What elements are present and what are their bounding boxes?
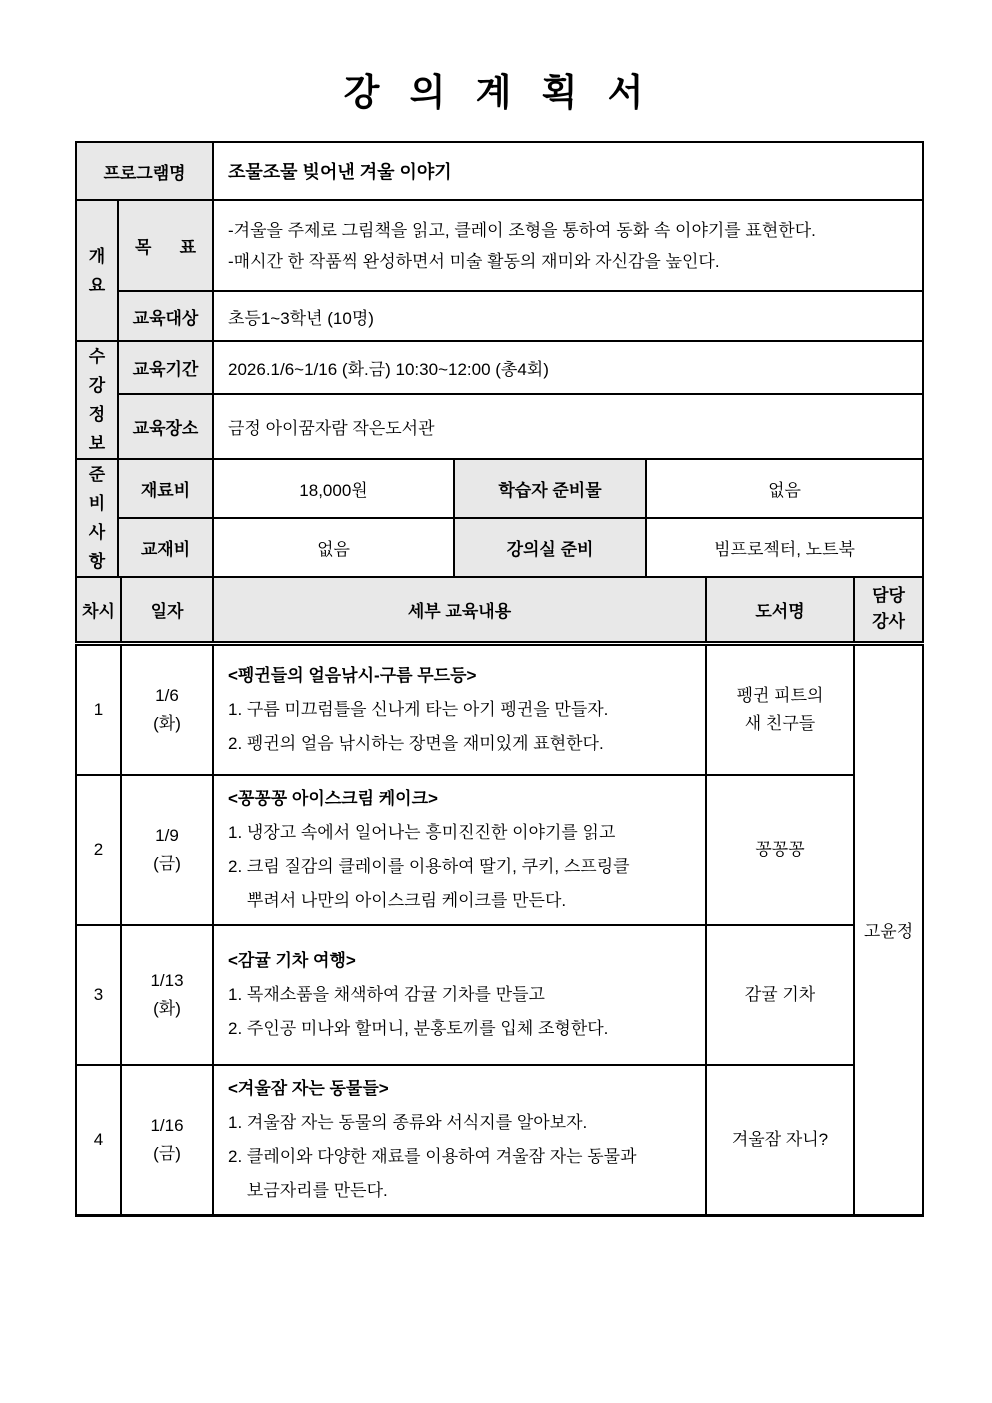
session-number: 1: [76, 643, 121, 775]
preparation-vertical-label: 준 비 사 항: [88, 465, 106, 571]
course-info-table: [75, 141, 924, 578]
instructor-cell: 고윤정: [854, 643, 923, 1216]
session-book: 꽁꽁꽁: [706, 775, 854, 925]
session-number: 2: [76, 775, 121, 925]
header-instructor: 담당 강사: [854, 577, 923, 643]
material-fee-value: 18,000원: [213, 459, 454, 518]
session-book: 겨울잠 자니?: [706, 1065, 854, 1216]
program-value: 조물조물 빚어낸 겨울 이야기: [213, 142, 923, 200]
session-number: 3: [76, 925, 121, 1065]
schedule-row-4: [76, 1065, 923, 1216]
header-content: 세부 교육내용: [213, 577, 706, 643]
session-content: <펭귄들의 얼음낚시-구름 무드등> 1. 구름 미끄럼틀을 신나게 타는 아기 펭귄을 만들자. 2. 펭귄의 얼음 낚시하는 장면을 재미있게 표현한다.: [213, 643, 706, 775]
learner-items-value: 없음: [646, 459, 923, 518]
section-preparation-cell: [76, 459, 118, 577]
header-session: 차시: [76, 577, 121, 643]
textbook-fee-label: 교재비: [118, 518, 213, 577]
session-book: 펭귄 피트의 새 친구들: [706, 643, 854, 775]
session-book: 감귤 기차: [706, 925, 854, 1065]
place-row: [76, 394, 923, 459]
session-content: <꽁꽁꽁 아이스크림 케이크> 1. 냉장고 속에서 일어나는 흥미진진한 이야기를 읽고 2. 크림 질감의 클레이를 이용하여 딸기, 쿠키, 스프링클 뿌려서 나만의 아이스크림 케이크를 만든다.: [213, 775, 706, 925]
period-row: [76, 341, 923, 394]
session-content: <겨울잠 자는 동물들> 1. 겨울잠 자는 동물의 종류와 서식지를 알아보자. 2. 클레이와 다양한 재료를 이용하여 겨울잠 자는 동물과 보금자리를 만든다.: [213, 1065, 706, 1216]
document-title: 강 의 계 획 서: [343, 72, 654, 113]
header-book: 도서명: [706, 577, 854, 643]
header-date: 일자: [121, 577, 213, 643]
textbook-fee-row: [76, 518, 923, 577]
target-row: [76, 291, 923, 341]
place-value: 금정 아이꿈자람 작은도서관: [213, 394, 923, 459]
material-fee-row: [76, 459, 923, 518]
program-row: [76, 142, 923, 200]
schedule-table: [75, 576, 924, 1217]
section-overview-cell: [76, 200, 118, 341]
goal-label: 목 표: [118, 200, 213, 291]
session-date: 1/6 (화): [121, 643, 213, 775]
session-date: 1/9 (금): [121, 775, 213, 925]
classroom-prep-label: 강의실 준비: [454, 518, 646, 577]
goal-row: [76, 200, 923, 291]
schedule-row-2: [76, 775, 923, 925]
goal-value: -겨울을 주제로 그림책을 읽고, 클레이 조형을 통하여 동화 속 이야기를 표현한다. -매시간 한 작품씩 완성하면서 미술 활동의 재미와 자신감을 높인다.: [213, 200, 923, 291]
program-label: 프로그램명: [76, 142, 213, 200]
period-value: 2026.1/6~1/16 (화.금) 10:30~12:00 (총4회): [213, 341, 923, 394]
target-label: 교육대상: [118, 291, 213, 341]
schedule-row-3: [76, 925, 923, 1065]
overview-vertical-label: 개 요: [88, 246, 106, 295]
textbook-fee-value: 없음: [213, 518, 454, 577]
section-course-info-cell: [76, 341, 118, 459]
period-label: 교육기간: [118, 341, 213, 394]
session-date: 1/13 (화): [121, 925, 213, 1065]
session-number: 4: [76, 1065, 121, 1216]
classroom-prep-value: 빔프로젝터, 노트북: [646, 518, 923, 577]
material-fee-label: 재료비: [118, 459, 213, 518]
session-content: <감귤 기차 여행> 1. 목재소품을 채색하여 감귤 기차를 만들고 2. 주인공 미나와 할머니, 분홍토끼를 입체 조형한다.: [213, 925, 706, 1065]
target-value: 초등1~3학년 (10명): [213, 291, 923, 341]
schedule-row-1: [76, 643, 923, 775]
learner-items-label: 학습자 준비물: [454, 459, 646, 518]
course-info-vertical-label: 수 강 정 보: [88, 347, 106, 453]
session-date: 1/16 (금): [121, 1065, 213, 1216]
schedule-header-row: [76, 577, 923, 643]
place-label: 교육장소: [118, 394, 213, 459]
